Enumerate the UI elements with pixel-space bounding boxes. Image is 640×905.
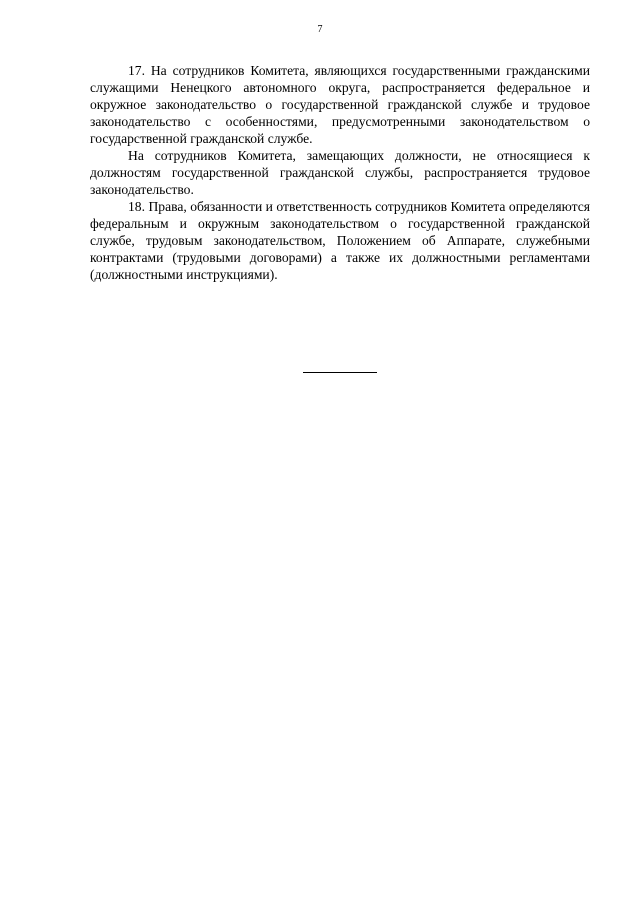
paragraph-18: 18. Права, обязанности и ответственность сотрудников Комитета определяются федеральным и окружным законодательством о государственной гражданской службе, трудовым законодательством, Положением об Аппарате, служебными контрактами (трудовыми договорами) а также их должностными регламентами (должностными инструкциями).	[90, 199, 590, 282]
paragraph-17: 17. На сотрудников Комитета, являющихся государственными гражданскими служащими Ненецкого автономного округа, распространяется федеральное и окружное законодательство о государственной гражданской службе и трудовое законодательство с особенностями, предусмотренными законодательством о государственной гражданской службе.	[90, 63, 590, 146]
page-number: 7	[317, 24, 323, 35]
end-of-document-rule	[303, 372, 377, 373]
document-body	[90, 62, 590, 283]
paragraph-17-continued: На сотрудников Комитета, замещающих должности, не относящиеся к должностям государственной гражданской службы, распространяется трудовое законодательство.	[90, 148, 590, 197]
